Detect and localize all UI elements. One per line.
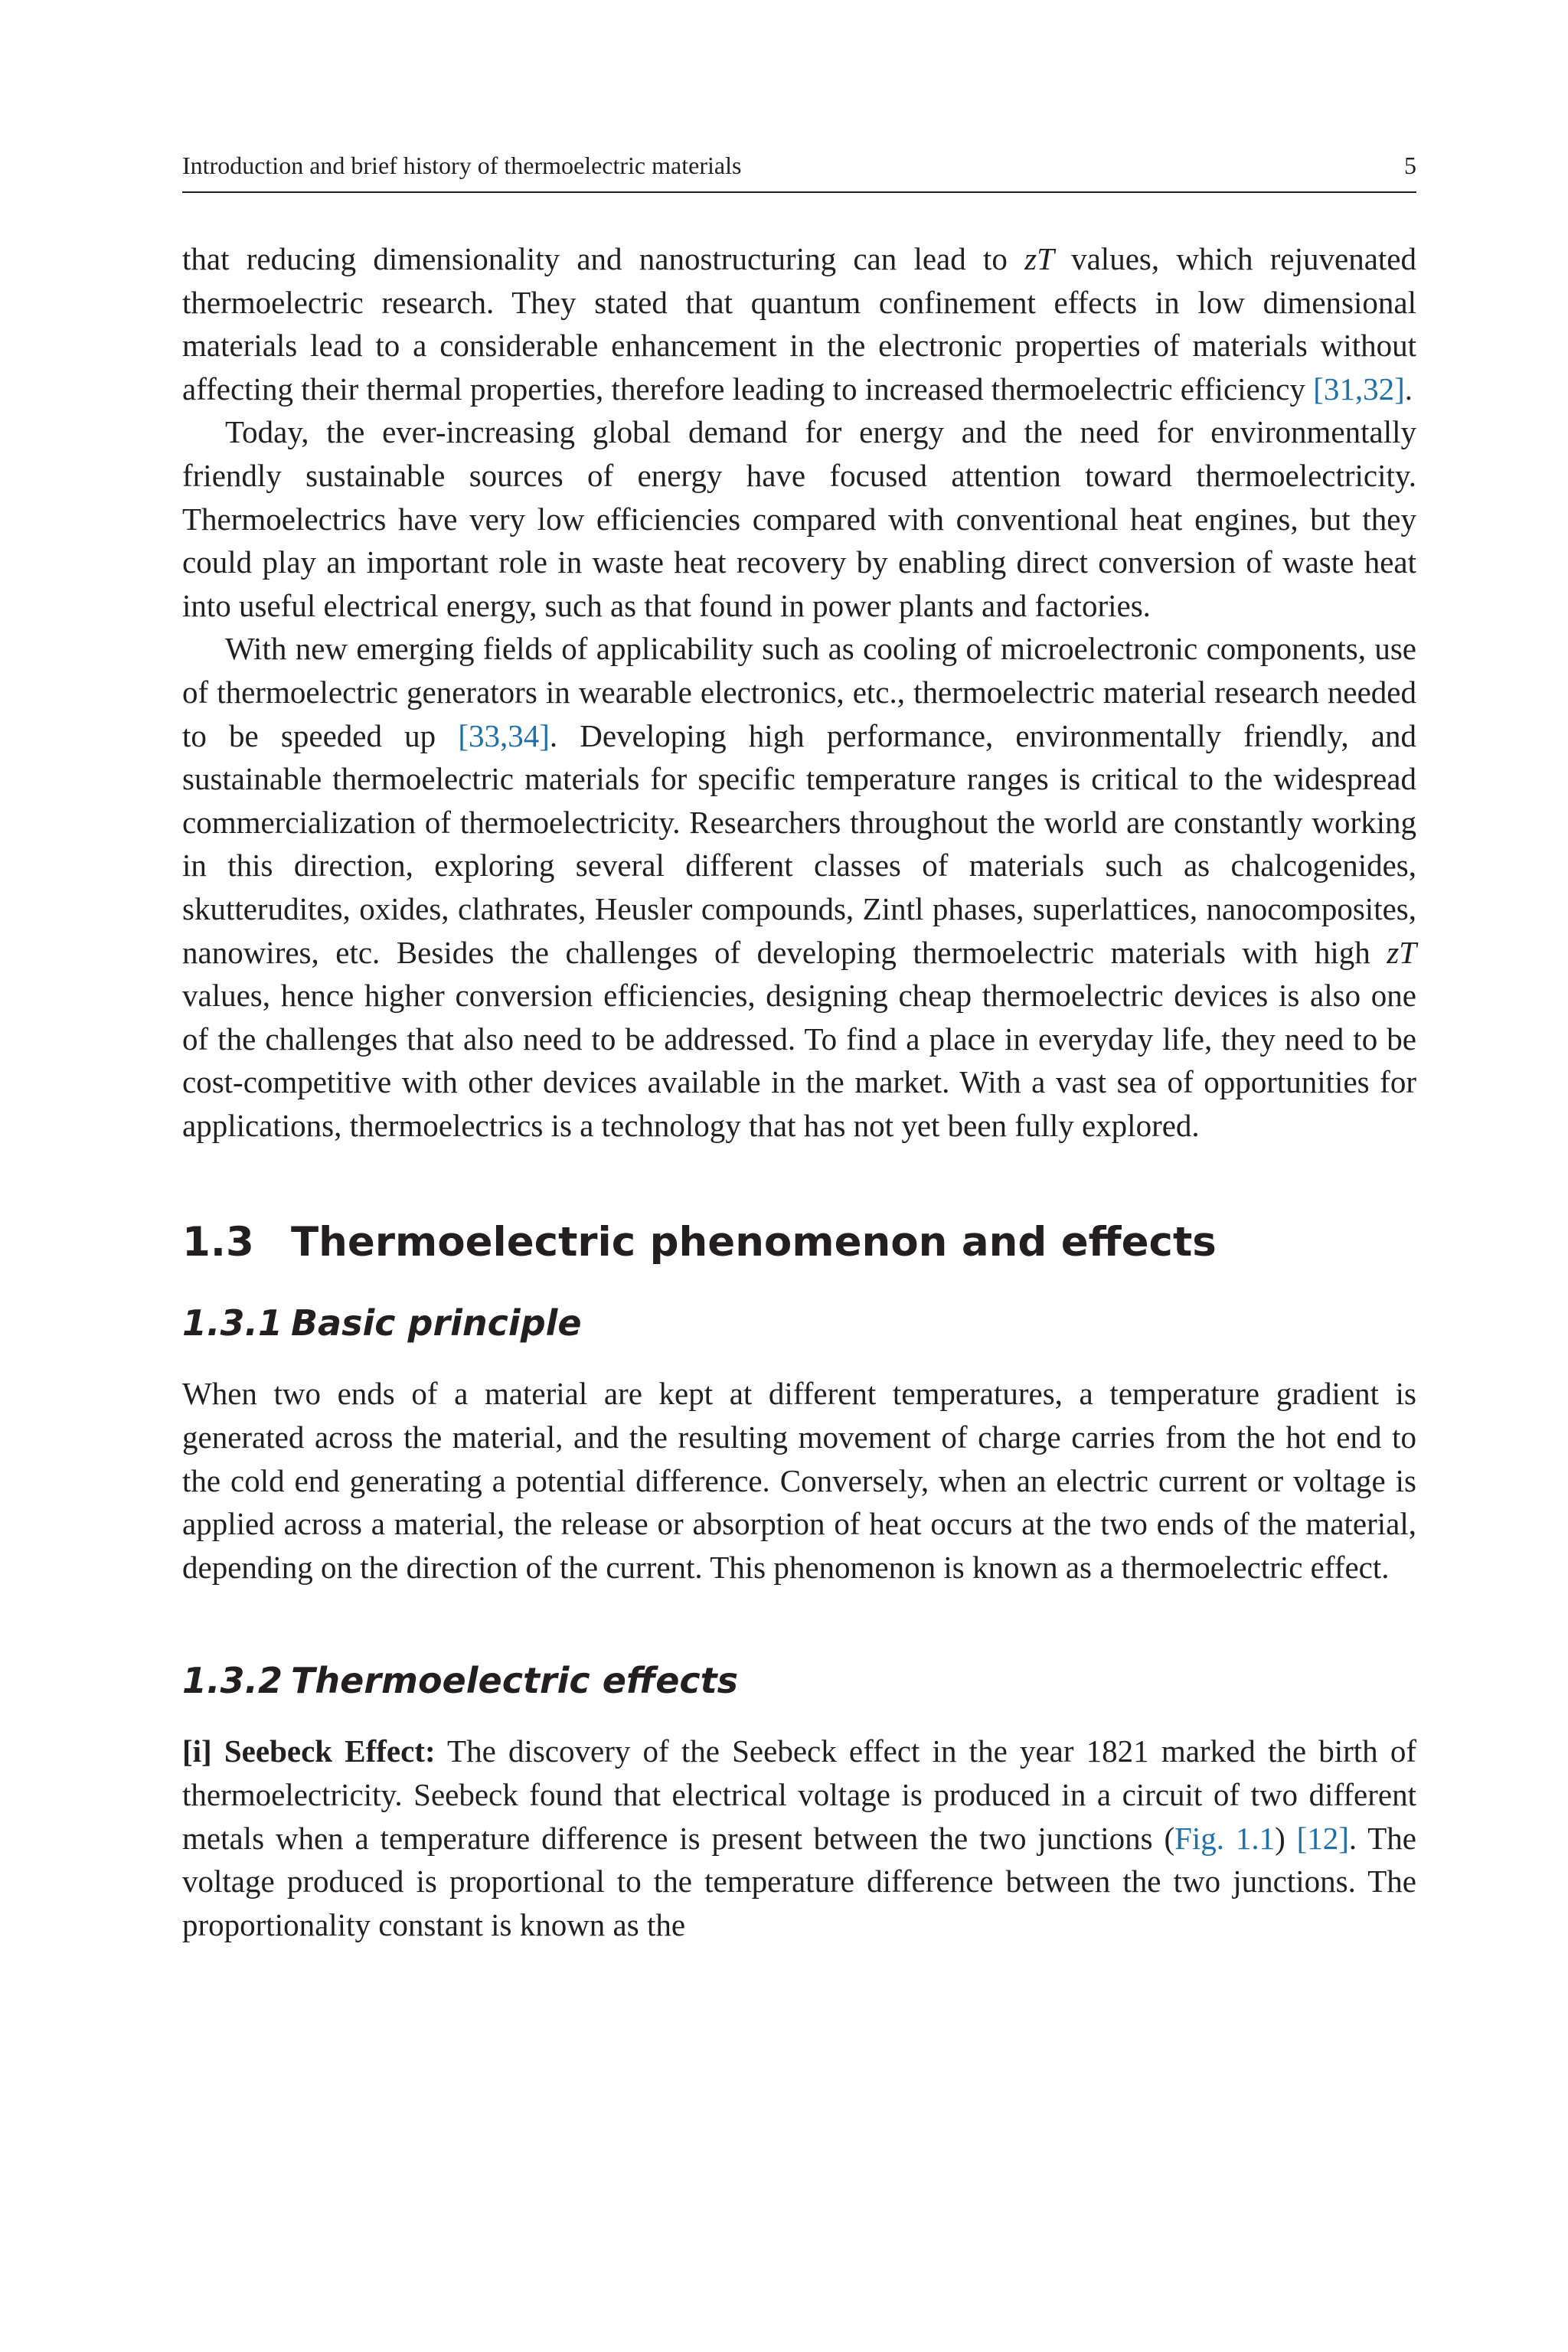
figure-link[interactable]: Fig. 1.1 [1174,1820,1276,1856]
citation-link[interactable]: [31,32] [1313,371,1405,407]
subsection-number: 1.3.1 [182,1302,283,1344]
paragraph-1-end: . [1404,371,1413,407]
paragraph-1-text-b: values, which rejuvenated thermoelectric research. They stated that quantum confinement effects in low dimensional materials lead to a considerable enhancement in the electronic properties of materials without affecting their thermal properties, therefore leading to increased thermoelectric efficiency [182,241,1416,407]
paragraph-2: Today, the ever-increasing global demand for energy and the need for environmentally friendly sustainable sources of energy have focused attention toward thermoelectricity. Thermoelectrics have very low efficiencies compared with conventional heat engines, but they could play an important role in waste heat recovery by enabling direct conversion of waste heat into useful electrical energy, such as that found in power plants and factories. [182,414,1416,623]
seebeck-label: [i] Seebeck Effect: [182,1733,436,1769]
page-number: 5 [1404,152,1416,179]
paragraph-3 [182,627,1416,1147]
subsection-number: 1.3.2 [182,1660,283,1702]
paragraph-5 [182,1730,1416,1946]
paragraph-5-text-c: . The voltage produced is proportional to the temperature difference between the two junctions. The proportionality constant is known as the [182,1820,1416,1942]
running-title: Introduction and brief history of thermoelectric materials [182,152,742,179]
subsection-title: Basic principle [291,1302,582,1344]
citation-link[interactable]: [33,34] [458,717,550,753]
running-header [182,150,1416,193]
paragraph-1 [182,237,1416,410]
subsection-title: Thermoelectric effects [291,1660,739,1702]
section-heading-1-3 [182,1216,1416,1269]
paragraph-5-text-a: The discovery of the Seebeck effect in the year 1821 marked the birth of thermoelectricity. Seebeck found that electrical voltage is produced in a circuit of two different metals when a temperature difference is present between the two junctions ( [182,1733,1416,1856]
citation-link[interactable]: [12] [1296,1820,1349,1856]
paragraph-5-text-b: ) [1275,1820,1297,1856]
paragraph-4: When two ends of a material are kept at different temperatures, a temperature gradient is generated across the material, and the resulting movement of charge carries from the hot end to the cold end generating a potential difference. Conversely, when an electric current or voltage is applied across a material, the release or absorption of heat occurs at the two ends of the material, depending on the direction of the current. This phenomenon is known as a thermoelectric effect. [182,1376,1416,1585]
section-title: Thermoelectric phenomenon and effects [291,1219,1217,1266]
zt-symbol: zT [1387,934,1416,970]
paragraph-3-text-c: values, hence higher conversion efficiencies, designing cheap thermoelectric devices is also one of the challenges that also need to be addressed. To find a place in everyday life, they need to be cost-competitive with other devices available in the market. With a vast sea of opportunities for applications, thermoelectrics is a technology that has not yet been fully explored. [182,978,1416,1143]
subsection-heading-1-3-1 [182,1300,1416,1346]
section-number: 1.3 [182,1219,254,1266]
paragraph-3-text-a: With new emerging fields of applicability such as cooling of microelectronic components, use of thermoelectric generators in wearable electronics, etc., thermoelectric material research needed to be speeded up [182,631,1416,753]
paragraph-1-text-a: that reducing dimensionality and nanostructuring can lead to [182,241,1025,276]
paragraph-3-text-b: . Developing high performance, environmentally friendly, and sustainable thermoelectric materials for specific temperature ranges is critical to the widespread commercialization of thermoelectricity. Researchers throughout the world are constantly working in this direction, exploring several different classes of materials such as chalcogenides, skutterudites, oxides, clathrates, Heusler compounds, Zintl phases, superlattices, nanocomposites, nanowires, etc. Besides the challenges of developing thermoelectric materials with high [182,717,1417,970]
zt-symbol: zT [1024,241,1054,276]
subsection-heading-1-3-2 [182,1658,1416,1704]
page-body [182,237,1416,1946]
